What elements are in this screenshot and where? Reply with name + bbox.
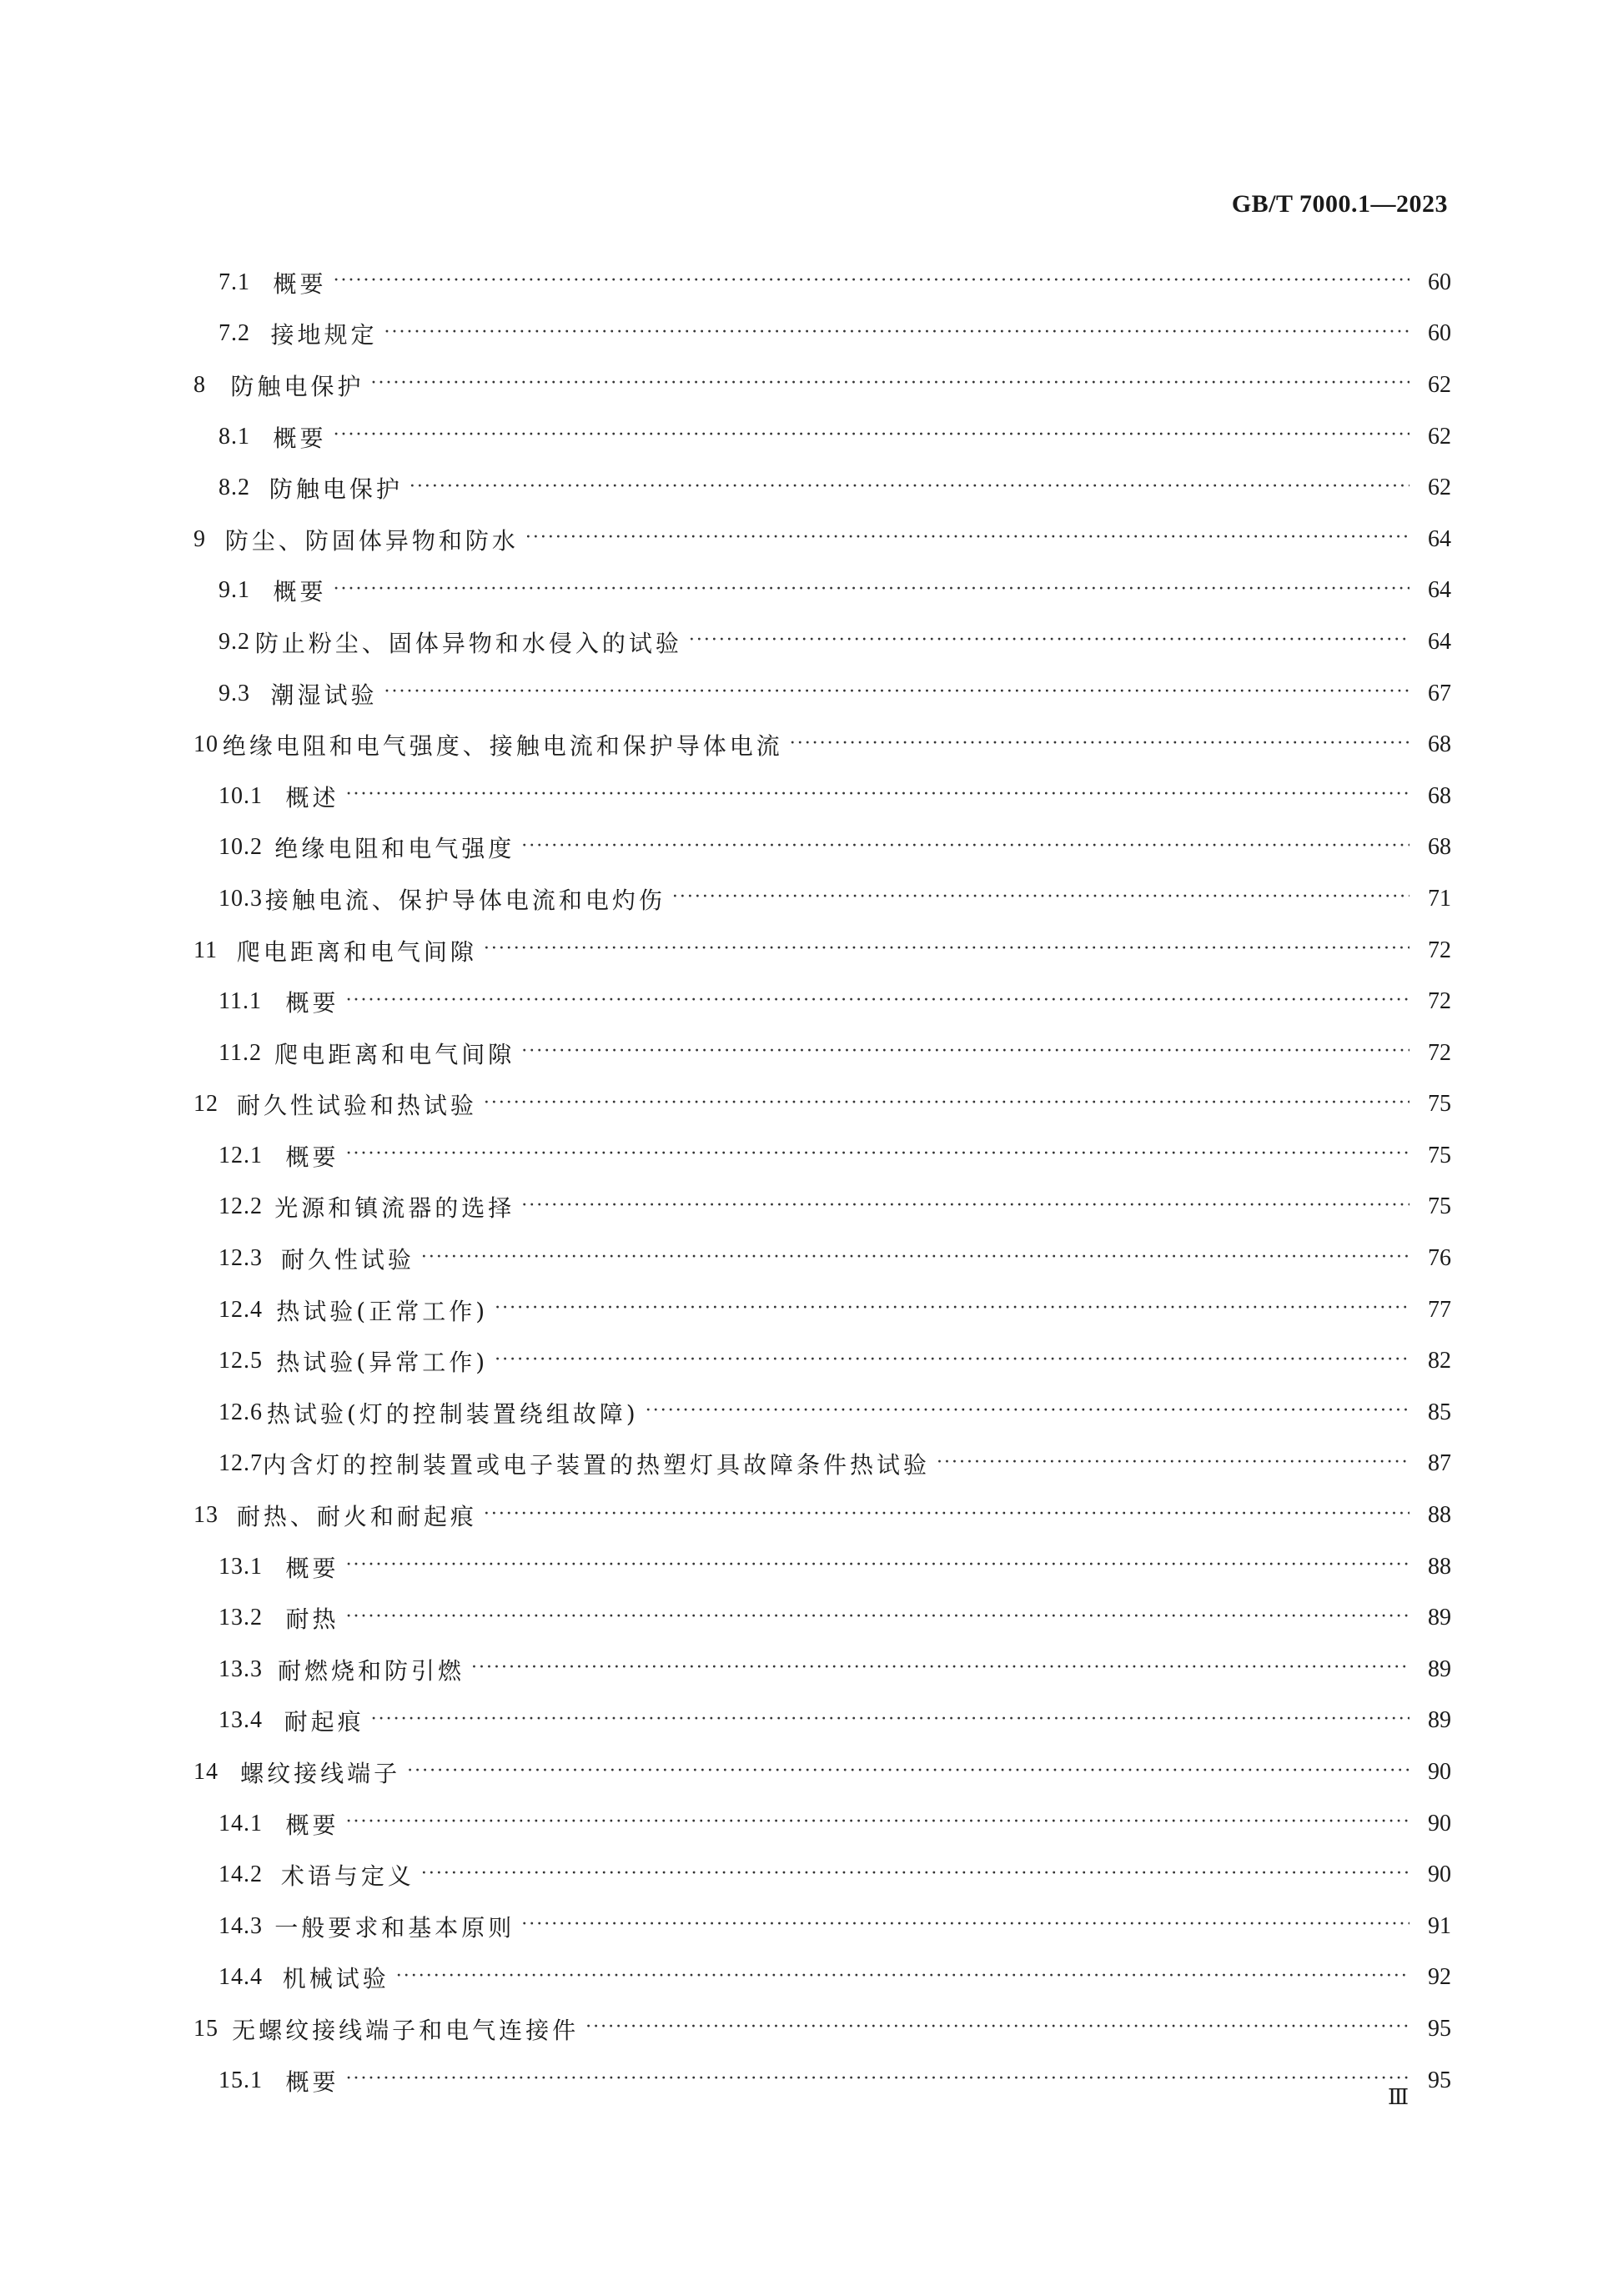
toc-entry[interactable] (193, 1490, 1451, 1541)
toc-entry-page: 92 (1428, 1964, 1451, 1991)
toc-entry-page: 90 (1428, 1810, 1451, 1836)
toc-entry-page: 64 (1428, 525, 1451, 552)
toc-entry[interactable] (193, 668, 1451, 720)
toc-entry-number: 14.4 (219, 1964, 263, 1991)
toc-entry-number: 12.5 (219, 1348, 263, 1374)
toc-entry-page: 85 (1428, 1399, 1451, 1425)
dot-leader (585, 2017, 1409, 2037)
toc-entry-title: 热试验(异常工作) (276, 1349, 489, 1377)
dot-leader (384, 681, 1409, 702)
dot-leader (371, 1709, 1409, 1730)
toc-entry-page: 95 (1428, 2015, 1451, 2042)
toc-entry-number: 9 (193, 525, 206, 552)
dot-leader (484, 1093, 1409, 1113)
dot-leader (521, 836, 1409, 857)
toc-entry-number: 10.1 (219, 782, 263, 809)
dot-leader (484, 1504, 1409, 1525)
dot-leader (384, 322, 1409, 343)
toc-entry-number: 12.1 (219, 1142, 263, 1168)
toc-entry-number: 12.7 (219, 1450, 263, 1477)
toc-entry[interactable] (193, 976, 1451, 1027)
toc-entry[interactable] (193, 822, 1451, 874)
dot-leader (346, 1606, 1409, 1627)
dot-leader (646, 1400, 1409, 1421)
toc-entry[interactable] (193, 257, 1451, 309)
toc-entry-title: 光源和镇流器的选择 (274, 1194, 515, 1223)
toc-entry-page: 60 (1428, 320, 1451, 347)
toc-entry[interactable] (193, 1644, 1451, 1696)
toc-entry-number: 14.1 (219, 1810, 263, 1836)
toc-entry-title: 防触电保护 (230, 372, 364, 400)
toc-entry-title: 潮湿试验 (270, 681, 378, 709)
toc-entry[interactable] (193, 462, 1451, 514)
toc-entry-page: 87 (1428, 1450, 1451, 1477)
toc-entry-title: 概要 (285, 989, 339, 1017)
toc-entry[interactable] (193, 1901, 1451, 1952)
dot-leader (421, 1863, 1409, 1884)
toc-entry-title: 概要 (285, 1143, 339, 1171)
dot-leader (346, 1555, 1409, 1575)
dot-leader (484, 938, 1409, 959)
toc-entry-page: 68 (1428, 782, 1451, 809)
toc-entry-title: 热试验(正常工作) (276, 1297, 489, 1325)
toc-entry[interactable] (193, 1027, 1451, 1079)
toc-entry-page: 77 (1428, 1296, 1451, 1323)
toc-entry[interactable] (193, 1130, 1451, 1182)
toc-entry-page: 60 (1428, 269, 1451, 295)
dot-leader (346, 990, 1409, 1011)
toc-entry-number: 7.1 (219, 269, 250, 295)
dot-leader (421, 1247, 1409, 1268)
toc-entry-number: 13.1 (219, 1553, 263, 1580)
toc-entry-page: 82 (1428, 1348, 1451, 1374)
toc-entry-title: 概要 (285, 1554, 339, 1582)
toc-entry[interactable] (193, 873, 1451, 925)
dot-leader (346, 1811, 1409, 1832)
toc-entry-page: 64 (1428, 628, 1451, 655)
toc-entry-page: 62 (1428, 371, 1451, 398)
toc-entry-page: 64 (1428, 577, 1451, 604)
toc-entry-number: 14 (193, 1759, 219, 1786)
toc-entry-number: 12 (193, 1091, 219, 1118)
toc-entry-number: 10.3 (219, 885, 263, 912)
dot-leader (521, 1195, 1409, 1216)
toc-entry-page: 89 (1428, 1605, 1451, 1631)
dot-leader (672, 887, 1409, 907)
toc-entry-number: 15.1 (219, 2067, 263, 2093)
toc-entry-page: 90 (1428, 1759, 1451, 1786)
toc-entry-title: 热试验(灯的控制装置绕组故障) (266, 1399, 639, 1428)
toc-entry[interactable] (193, 1592, 1451, 1644)
toc-entry-title: 接触电流、保护导体电流和电灼伤 (264, 886, 666, 914)
toc-entry-number: 11.1 (219, 988, 262, 1015)
toc-entry-number: 9.3 (219, 680, 250, 706)
toc-entry-number: 14.2 (219, 1861, 263, 1888)
toc-entry-page: 72 (1428, 988, 1451, 1015)
toc-entry-page: 88 (1428, 1553, 1451, 1580)
toc-entry-page: 62 (1428, 475, 1451, 501)
toc-entry-title: 绝缘电阻和电气强度 (274, 835, 515, 863)
toc-entry-number: 8.1 (219, 423, 250, 450)
toc-entry-title: 机械试验 (282, 1965, 389, 1993)
toc-entry-page: 88 (1428, 1502, 1451, 1529)
toc-entry[interactable] (193, 1182, 1451, 1233)
toc-entry[interactable] (193, 1746, 1451, 1798)
toc-entry-title: 绝缘电阻和电气强度、接触电流和保护导体电流 (222, 732, 783, 761)
toc-entry-title: 防止粉尘、固体异物和水侵入的试验 (254, 629, 682, 657)
toc-entry-number: 14.3 (219, 1912, 263, 1939)
toc-entry-number: 9.1 (219, 577, 250, 604)
toc-entry-title: 爬电距离和电气间隙 (236, 937, 477, 966)
toc-entry-title: 内含灯的控制装置或电子装置的热塑灯具故障条件热试验 (263, 1451, 931, 1480)
toc-entry[interactable] (193, 1079, 1451, 1131)
toc-entry-title: 一般要求和基本原则 (274, 1913, 515, 1942)
toc-entry-title: 螺纹接线端子 (240, 1760, 401, 1788)
toc-entry-title: 耐久性试验和热试验 (236, 1092, 477, 1120)
dot-leader (370, 373, 1409, 394)
toc-entry-page: 75 (1428, 1193, 1451, 1220)
toc-entry-title: 耐热、耐火和耐起痕 (236, 1503, 477, 1531)
dot-leader (521, 1041, 1409, 1062)
toc-entry-page: 68 (1428, 834, 1451, 861)
toc-entry-title: 概要 (273, 578, 327, 606)
table-of-contents (193, 257, 1451, 2106)
toc-entry[interactable] (193, 1233, 1451, 1284)
toc-entry[interactable] (193, 616, 1451, 668)
toc-entry-number: 13.2 (219, 1605, 263, 1631)
toc-entry-number: 12.2 (219, 1193, 263, 1220)
toc-entry-title: 耐起痕 (284, 1708, 364, 1736)
toc-entry[interactable] (193, 2055, 1451, 2107)
toc-entry[interactable] (193, 2003, 1451, 2055)
toc-entry-number: 13.4 (219, 1707, 263, 1734)
toc-entry[interactable] (193, 1798, 1451, 1850)
toc-entry-number: 11 (193, 937, 218, 963)
document-number: GB/T 7000.1—2023 (1231, 190, 1448, 218)
toc-entry[interactable] (193, 359, 1451, 411)
toc-entry-page: 67 (1428, 680, 1451, 706)
toc-entry[interactable] (193, 771, 1451, 822)
toc-entry-number: 9.2 (219, 628, 250, 655)
toc-entry-number: 13 (193, 1502, 219, 1529)
toc-entry-title: 概要 (273, 424, 327, 452)
toc-entry-title: 防触电保护 (269, 475, 403, 504)
toc-entry[interactable] (193, 1696, 1451, 1747)
toc-entry-title: 概述 (285, 783, 339, 811)
toc-entry-number: 15 (193, 2015, 219, 2042)
toc-entry-page: 89 (1428, 1655, 1451, 1682)
dot-leader (471, 1657, 1409, 1678)
toc-entry-number: 7.2 (219, 320, 250, 347)
toc-entry[interactable] (193, 925, 1451, 977)
toc-entry[interactable] (193, 309, 1451, 360)
toc-entry-page: 72 (1428, 937, 1451, 963)
toc-entry-page: 75 (1428, 1091, 1451, 1118)
dot-leader (407, 1761, 1409, 1781)
toc-entry[interactable] (193, 1952, 1451, 2004)
toc-entry-title: 耐燃烧和防引燃 (278, 1656, 465, 1685)
toc-entry-title: 概要 (285, 1811, 339, 1839)
toc-entry-page: 72 (1428, 1039, 1451, 1066)
toc-entry-number: 12.3 (219, 1245, 263, 1272)
dot-leader (334, 270, 1409, 291)
toc-entry-title: 概要 (273, 269, 327, 298)
toc-entry[interactable] (193, 1284, 1451, 1336)
toc-entry-page: 91 (1428, 1912, 1451, 1939)
dot-leader (346, 784, 1409, 805)
dot-leader (346, 2068, 1409, 2089)
dot-leader (521, 1914, 1409, 1935)
dot-leader (937, 1452, 1409, 1473)
toc-entry-title: 无螺纹接线端子和电气连接件 (232, 2016, 580, 2044)
page-number-roman: Ⅲ (1388, 2085, 1409, 2109)
toc-entry-page: 76 (1428, 1245, 1451, 1272)
toc-entry-number: 10 (193, 731, 219, 758)
toc-entry[interactable] (193, 565, 1451, 617)
toc-entry[interactable] (193, 1541, 1451, 1593)
dot-leader (346, 1143, 1409, 1164)
toc-entry-page: 90 (1428, 1861, 1451, 1888)
dot-leader (396, 1966, 1409, 1987)
toc-entry-number: 8 (193, 371, 206, 398)
toc-entry-page: 89 (1428, 1707, 1451, 1734)
toc-entry[interactable] (193, 514, 1451, 565)
toc-entry-number: 10.2 (219, 834, 263, 861)
toc-entry[interactable] (193, 719, 1451, 771)
toc-entry-title: 防尘、防固体异物和防水 (224, 526, 519, 555)
toc-entry-page: 68 (1428, 731, 1451, 758)
toc-entry[interactable] (193, 1335, 1451, 1387)
toc-entry-page: 62 (1428, 423, 1451, 450)
toc-entry-page: 75 (1428, 1142, 1451, 1168)
toc-entry-number: 8.2 (219, 475, 250, 501)
toc-entry-number: 11.2 (219, 1039, 262, 1066)
toc-entry-title: 接地规定 (270, 321, 378, 349)
toc-entry[interactable] (193, 1849, 1451, 1901)
dot-leader (525, 527, 1409, 548)
dot-leader (334, 579, 1409, 600)
toc-entry-title: 耐久性试验 (280, 1246, 415, 1274)
toc-entry-number: 12.6 (219, 1399, 263, 1425)
toc-entry[interactable] (193, 1387, 1451, 1439)
dot-leader (790, 733, 1409, 754)
toc-entry[interactable] (193, 1439, 1451, 1490)
toc-entry-title: 爬电距离和电气间隙 (274, 1040, 515, 1068)
dot-leader (334, 425, 1409, 445)
dot-leader (495, 1349, 1409, 1370)
toc-entry-title: 术语与定义 (280, 1862, 415, 1891)
toc-entry-number: 13.3 (219, 1655, 263, 1682)
toc-entry-page: 95 (1428, 2067, 1451, 2093)
dot-leader (495, 1298, 1409, 1319)
dot-leader (689, 630, 1409, 651)
toc-entry-page: 71 (1428, 885, 1451, 912)
toc-entry-title: 耐热 (285, 1605, 339, 1634)
toc-entry-number: 12.4 (219, 1296, 263, 1323)
toc-entry[interactable] (193, 411, 1451, 463)
toc-entry-title: 概要 (285, 2067, 339, 2096)
dot-leader (410, 476, 1409, 497)
